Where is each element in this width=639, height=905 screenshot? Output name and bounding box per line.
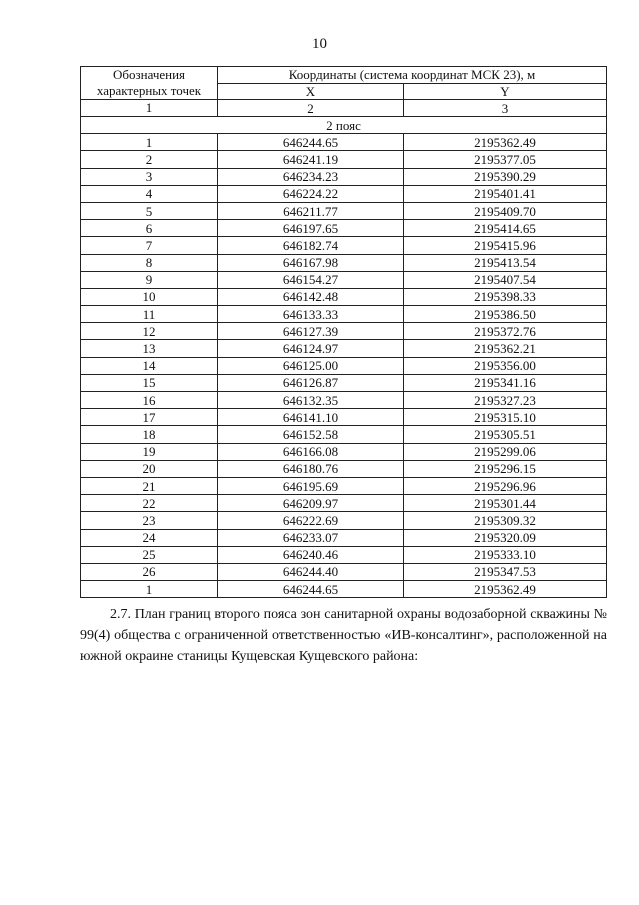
table-row [81, 563, 607, 580]
point-cell: 13 [81, 340, 218, 357]
y-cell: 2195315.10 [404, 409, 607, 426]
y-cell: 2195301.44 [404, 495, 607, 512]
x-cell: 646233.07 [218, 529, 404, 546]
column-number-1: 1 [81, 100, 218, 117]
y-cell: 2195414.65 [404, 220, 607, 237]
y-cell: 2195362.21 [404, 340, 607, 357]
y-cell: 2195356.00 [404, 357, 607, 374]
point-cell: 26 [81, 563, 218, 580]
table-row [81, 512, 607, 529]
y-cell: 2195398.33 [404, 288, 607, 305]
x-cell: 646124.97 [218, 340, 404, 357]
table-row [81, 168, 607, 185]
x-cell: 646142.48 [218, 288, 404, 305]
y-cell: 2195401.41 [404, 185, 607, 202]
point-cell: 9 [81, 271, 218, 288]
point-cell: 16 [81, 392, 218, 409]
point-cell: 6 [81, 220, 218, 237]
y-cell: 2195415.96 [404, 237, 607, 254]
header-coordinates-group: Координаты (система координат МСК 23), м [218, 67, 607, 84]
point-cell: 3 [81, 168, 218, 185]
point-cell: 1 [81, 581, 218, 598]
point-cell: 1 [81, 134, 218, 151]
y-cell: 2195296.15 [404, 460, 607, 477]
coordinates-table [80, 66, 607, 598]
column-number-2: 2 [218, 100, 404, 117]
x-cell: 646133.33 [218, 306, 404, 323]
y-cell: 2195362.49 [404, 134, 607, 151]
y-cell: 2195320.09 [404, 529, 607, 546]
point-cell: 17 [81, 409, 218, 426]
table-row [81, 581, 607, 598]
y-cell: 2195377.05 [404, 151, 607, 168]
x-cell: 646180.76 [218, 460, 404, 477]
section-row [81, 117, 607, 134]
point-cell: 10 [81, 288, 218, 305]
y-cell: 2195407.54 [404, 271, 607, 288]
table-row [81, 185, 607, 202]
x-cell: 646211.77 [218, 202, 404, 219]
x-cell: 646152.58 [218, 426, 404, 443]
table-row [81, 374, 607, 391]
point-cell: 18 [81, 426, 218, 443]
y-cell: 2195409.70 [404, 202, 607, 219]
page-number: 10 [312, 36, 327, 52]
table-row [81, 306, 607, 323]
section-label: 2 пояс [81, 117, 607, 134]
x-cell: 646141.10 [218, 409, 404, 426]
header-x: X [218, 83, 404, 100]
column-number-row [81, 100, 607, 117]
table-row [81, 443, 607, 460]
y-cell: 2195362.49 [404, 581, 607, 598]
x-cell: 646154.27 [218, 271, 404, 288]
point-cell: 12 [81, 323, 218, 340]
x-cell: 646167.98 [218, 254, 404, 271]
table-row [81, 529, 607, 546]
y-cell: 2195305.51 [404, 426, 607, 443]
x-cell: 646132.35 [218, 392, 404, 409]
y-cell: 2195390.29 [404, 168, 607, 185]
x-cell: 646240.46 [218, 546, 404, 563]
x-cell: 646224.22 [218, 185, 404, 202]
y-cell: 2195327.23 [404, 392, 607, 409]
x-cell: 646241.19 [218, 151, 404, 168]
point-cell: 23 [81, 512, 218, 529]
y-cell: 2195386.50 [404, 306, 607, 323]
table-row [81, 271, 607, 288]
y-cell: 2195309.32 [404, 512, 607, 529]
x-cell: 646166.08 [218, 443, 404, 460]
point-cell: 7 [81, 237, 218, 254]
table-row [81, 151, 607, 168]
point-cell: 24 [81, 529, 218, 546]
table-row [81, 426, 607, 443]
x-cell: 646222.69 [218, 512, 404, 529]
point-cell: 15 [81, 374, 218, 391]
table-row [81, 546, 607, 563]
point-cell: 19 [81, 443, 218, 460]
point-cell: 8 [81, 254, 218, 271]
point-cell: 5 [81, 202, 218, 219]
table-header-row [81, 67, 607, 84]
point-cell: 14 [81, 357, 218, 374]
x-cell: 646195.69 [218, 477, 404, 494]
column-number-3: 3 [404, 100, 607, 117]
y-cell: 2195347.53 [404, 563, 607, 580]
table-row [81, 220, 607, 237]
table-row [81, 288, 607, 305]
table-row [81, 392, 607, 409]
point-cell: 22 [81, 495, 218, 512]
y-cell: 2195341.16 [404, 374, 607, 391]
y-cell: 2195296.96 [404, 477, 607, 494]
x-cell: 646244.65 [218, 134, 404, 151]
x-cell: 646244.40 [218, 563, 404, 580]
table-row [81, 134, 607, 151]
paragraph-2-7: 2.7. План границ второго пояса зон санитарной охраны водозаборной скважины № 99(4) общества с ограниченной ответственностью «ИВ-консалтинг», расположенной на южной окраине станицы Кущевская Кущевского района: [80, 607, 607, 664]
point-cell: 20 [81, 460, 218, 477]
point-cell: 21 [81, 477, 218, 494]
table-row [81, 323, 607, 340]
x-cell: 646127.39 [218, 323, 404, 340]
table-row [81, 340, 607, 357]
table-row [81, 357, 607, 374]
y-cell: 2195299.06 [404, 443, 607, 460]
header-y: Y [404, 83, 607, 100]
header-point-designation: Обозначения характерных точек [81, 67, 218, 100]
x-cell: 646209.97 [218, 495, 404, 512]
table-row [81, 495, 607, 512]
point-cell: 4 [81, 185, 218, 202]
table-row [81, 409, 607, 426]
table-row [81, 477, 607, 494]
y-cell: 2195333.10 [404, 546, 607, 563]
point-cell: 2 [81, 151, 218, 168]
y-cell: 2195372.76 [404, 323, 607, 340]
x-cell: 646126.87 [218, 374, 404, 391]
table-row [81, 460, 607, 477]
table-row [81, 254, 607, 271]
x-cell: 646125.00 [218, 357, 404, 374]
point-cell: 25 [81, 546, 218, 563]
x-cell: 646182.74 [218, 237, 404, 254]
x-cell: 646244.65 [218, 581, 404, 598]
y-cell: 2195413.54 [404, 254, 607, 271]
point-cell: 11 [81, 306, 218, 323]
x-cell: 646197.65 [218, 220, 404, 237]
table-row [81, 202, 607, 219]
x-cell: 646234.23 [218, 168, 404, 185]
table-row [81, 237, 607, 254]
